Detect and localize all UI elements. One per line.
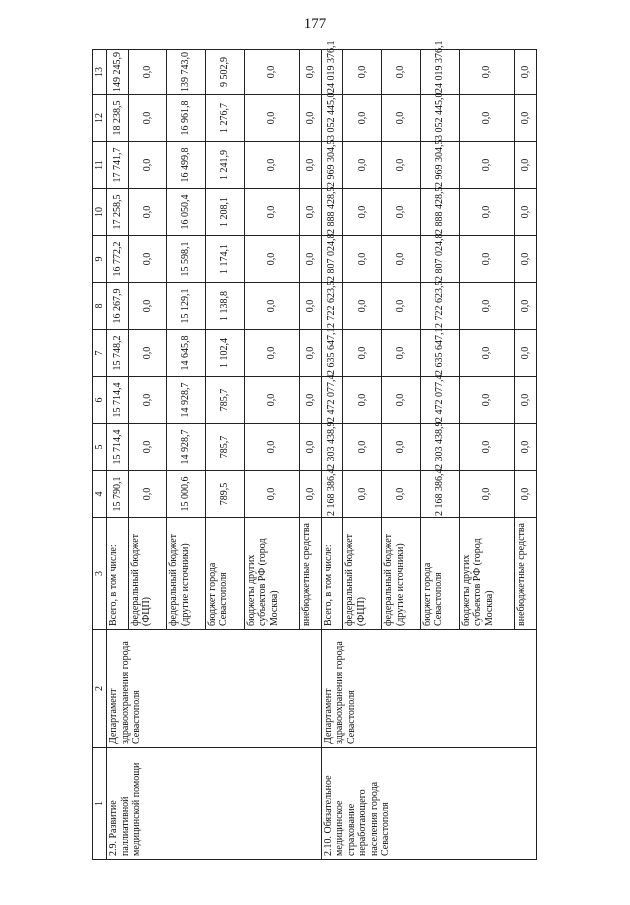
- column-number: 8: [93, 283, 107, 330]
- value-cell: 16 267,9: [107, 283, 129, 330]
- value-cell: 0,0: [515, 283, 537, 330]
- value-cell: 2 722 623,5: [420, 283, 459, 330]
- value-cell: 0,0: [300, 50, 322, 95]
- value-cell: 2 722 623,5: [321, 283, 343, 330]
- funding-source-cell: бюджеты других субъектов РФ (город Москва): [244, 518, 300, 630]
- value-cell: 15 714,4: [107, 424, 129, 471]
- value-cell: 0,0: [343, 189, 382, 236]
- value-cell: 15 748,2: [107, 330, 129, 377]
- value-cell: 139 743,0: [167, 50, 206, 95]
- page-number: 177: [303, 16, 327, 32]
- value-cell: 15 129,1: [167, 283, 206, 330]
- funding-source-cell: Всего, в том числе:: [321, 518, 343, 630]
- column-number: 6: [93, 377, 107, 424]
- value-cell: 16 499,8: [167, 142, 206, 189]
- value-cell: 0,0: [459, 189, 515, 236]
- value-cell: 0,0: [382, 330, 421, 377]
- value-cell: 2 888 428,5: [321, 189, 343, 236]
- value-cell: 0,0: [343, 471, 382, 518]
- value-cell: 0,0: [382, 236, 421, 283]
- value-cell: 0,0: [343, 236, 382, 283]
- value-cell: 15 714,4: [107, 377, 129, 424]
- column-number: 10: [93, 189, 107, 236]
- value-cell: 0,0: [515, 471, 537, 518]
- value-cell: 0,0: [244, 236, 300, 283]
- value-cell: 0,0: [300, 142, 322, 189]
- value-cell: 2 969 304,5: [321, 142, 343, 189]
- value-cell: 0,0: [244, 95, 300, 142]
- value-cell: 1 102,4: [205, 330, 244, 377]
- value-cell: 17 258,5: [107, 189, 129, 236]
- funding-source-cell: внебюджетные средства: [300, 518, 322, 630]
- value-cell: 14 645,8: [167, 330, 206, 377]
- column-number: 3: [93, 518, 107, 630]
- value-cell: 0,0: [128, 471, 167, 518]
- value-cell: 0,0: [300, 471, 322, 518]
- value-cell: 14 928,7: [167, 377, 206, 424]
- column-number: 11: [93, 142, 107, 189]
- value-cell: 0,0: [300, 283, 322, 330]
- value-cell: 0,0: [343, 330, 382, 377]
- value-cell: 0,0: [128, 424, 167, 471]
- value-cell: 2 168 386,4: [420, 471, 459, 518]
- value-cell: 2 472 077,4: [420, 377, 459, 424]
- value-cell: 0,0: [343, 142, 382, 189]
- value-cell: 0,0: [244, 330, 300, 377]
- funding-source-cell: Всего, в том числе:: [107, 518, 129, 630]
- column-number: 4: [93, 471, 107, 518]
- executor-cell: Департамент здравоохранения города Севастополя: [321, 630, 536, 748]
- budget-table: [92, 40, 537, 860]
- table-row: [321, 50, 343, 860]
- value-cell: 0,0: [459, 95, 515, 142]
- table-body: [107, 40, 537, 860]
- executor-cell: Департамент здравоохранения города Севастополя: [107, 630, 322, 748]
- value-cell: 16 772,2: [107, 236, 129, 283]
- value-cell: 0,0: [343, 424, 382, 471]
- value-cell: 0,0: [459, 330, 515, 377]
- column-number: 7: [93, 330, 107, 377]
- value-cell: 1 241,9: [205, 142, 244, 189]
- value-cell: 0,0: [128, 236, 167, 283]
- value-cell: 0,0: [244, 283, 300, 330]
- value-cell: 0,0: [382, 95, 421, 142]
- value-cell: 0,0: [515, 424, 537, 471]
- value-cell: 0,0: [128, 377, 167, 424]
- value-cell: 0,0: [128, 330, 167, 377]
- funding-source-cell: федеральный бюджет (ФЦП): [128, 518, 167, 630]
- value-cell: 785,7: [205, 377, 244, 424]
- value-cell: 0,0: [382, 50, 421, 95]
- value-cell: 2 969 304,5: [420, 142, 459, 189]
- value-cell: 0,0: [515, 236, 537, 283]
- measure-cell: 2.9. Развитие паллиативной медицинской помощи: [107, 748, 322, 860]
- value-cell: 0,0: [300, 424, 322, 471]
- column-number: 5: [93, 424, 107, 471]
- value-cell: 0,0: [128, 283, 167, 330]
- value-cell: 0,0: [244, 424, 300, 471]
- funding-source-cell: федеральный бюджет (ФЦП): [343, 518, 382, 630]
- value-cell: 0,0: [459, 50, 515, 95]
- value-cell: 1 276,7: [205, 95, 244, 142]
- value-cell: 0,0: [300, 95, 322, 142]
- value-cell: 1 174,1: [205, 236, 244, 283]
- value-cell: 1 208,1: [205, 189, 244, 236]
- column-number: 2: [93, 630, 107, 748]
- value-cell: 0,0: [300, 377, 322, 424]
- table-row: [107, 50, 129, 860]
- funding-source-cell: бюджет города Севастополя: [205, 518, 244, 630]
- funding-source-cell: бюджеты других субъектов РФ (город Москва): [459, 518, 515, 630]
- value-cell: 15 790,1: [107, 471, 129, 518]
- value-cell: 18 238,5: [107, 95, 129, 142]
- value-cell: 0,0: [515, 377, 537, 424]
- value-cell: 2 472 077,4: [321, 377, 343, 424]
- value-cell: 2 807 024,8: [321, 236, 343, 283]
- value-cell: 0,0: [382, 189, 421, 236]
- value-cell: 24 019 376,1: [420, 50, 459, 95]
- value-cell: 3 052 445,0: [321, 95, 343, 142]
- value-cell: 0,0: [459, 283, 515, 330]
- value-cell: 785,7: [205, 424, 244, 471]
- value-cell: 0,0: [244, 377, 300, 424]
- value-cell: 0,0: [382, 283, 421, 330]
- value-cell: 0,0: [459, 424, 515, 471]
- value-cell: 15 598,1: [167, 236, 206, 283]
- value-cell: 0,0: [244, 50, 300, 95]
- value-cell: 0,0: [128, 50, 167, 95]
- value-cell: 2 888 428,5: [420, 189, 459, 236]
- column-number: 13: [93, 50, 107, 95]
- value-cell: 0,0: [459, 142, 515, 189]
- value-cell: 0,0: [515, 142, 537, 189]
- funding-source-cell: федеральный бюджет (другие источники): [167, 518, 206, 630]
- value-cell: 14 928,7: [167, 424, 206, 471]
- value-cell: 0,0: [343, 95, 382, 142]
- value-cell: 16 961,8: [167, 95, 206, 142]
- value-cell: 2 635 647,1: [321, 330, 343, 377]
- value-cell: 0,0: [515, 330, 537, 377]
- value-cell: 3 052 445,0: [420, 95, 459, 142]
- value-cell: 0,0: [343, 50, 382, 95]
- value-cell: 0,0: [343, 283, 382, 330]
- value-cell: 16 050,4: [167, 189, 206, 236]
- column-number: 9: [93, 236, 107, 283]
- value-cell: 0,0: [382, 471, 421, 518]
- value-cell: 0,0: [128, 142, 167, 189]
- column-number: 12: [93, 95, 107, 142]
- value-cell: 0,0: [300, 236, 322, 283]
- value-cell: 0,0: [382, 377, 421, 424]
- value-cell: 0,0: [300, 189, 322, 236]
- rotated-table-wrapper: [92, 40, 537, 860]
- value-cell: 0,0: [300, 330, 322, 377]
- value-cell: 2 303 438,9: [321, 424, 343, 471]
- value-cell: 2 168 386,4: [321, 471, 343, 518]
- value-cell: 0,0: [459, 471, 515, 518]
- column-number-row: [93, 50, 107, 860]
- funding-source-cell: внебюджетные средства: [515, 518, 537, 630]
- value-cell: 0,0: [382, 424, 421, 471]
- value-cell: 0,0: [128, 189, 167, 236]
- value-cell: 0,0: [515, 95, 537, 142]
- value-cell: 0,0: [515, 189, 537, 236]
- value-cell: 0,0: [244, 142, 300, 189]
- value-cell: 0,0: [244, 189, 300, 236]
- funding-source-cell: бюджет города Севастополя: [420, 518, 459, 630]
- column-number: 1: [93, 748, 107, 860]
- value-cell: 24 019 376,1: [321, 50, 343, 95]
- value-cell: 0,0: [459, 377, 515, 424]
- value-cell: 0,0: [343, 377, 382, 424]
- value-cell: 15 000,6: [167, 471, 206, 518]
- value-cell: 0,0: [459, 236, 515, 283]
- value-cell: 2 635 647,1: [420, 330, 459, 377]
- value-cell: 9 502,9: [205, 50, 244, 95]
- funding-source-cell: федеральный бюджет (другие источники): [382, 518, 421, 630]
- value-cell: 0,0: [244, 471, 300, 518]
- value-cell: 1 138,8: [205, 283, 244, 330]
- measure-cell: 2.10. Обязательное медицинское страхование неработающего населения города Севастополя: [321, 748, 536, 860]
- value-cell: 789,5: [205, 471, 244, 518]
- value-cell: 2 807 024,8: [420, 236, 459, 283]
- value-cell: 0,0: [515, 50, 537, 95]
- value-cell: 2 303 438,9: [420, 424, 459, 471]
- value-cell: 0,0: [382, 142, 421, 189]
- value-cell: 17 741,7: [107, 142, 129, 189]
- value-cell: 0,0: [128, 95, 167, 142]
- value-cell: 149 245,9: [107, 50, 129, 95]
